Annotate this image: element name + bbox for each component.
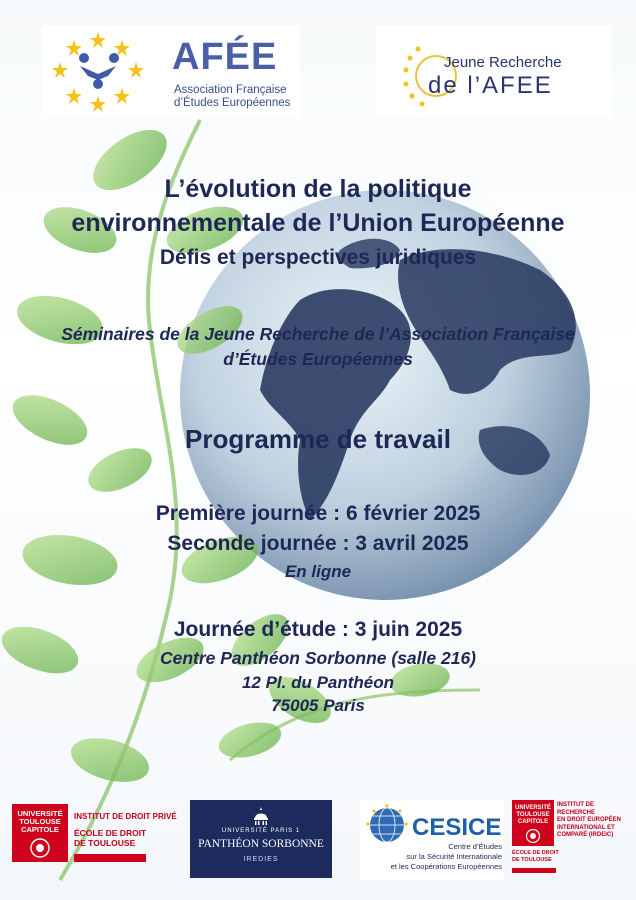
ecole1-line2: DE TOULOUSE	[74, 838, 136, 848]
afee-title: AFÉE	[172, 36, 278, 78]
ps-top: UNIVERSITÉ PARIS 1	[221, 828, 301, 834]
ut-capitole-logo-2	[512, 800, 554, 846]
eu-stars-icon	[46, 28, 150, 116]
jr-line2: de l’AFEE	[428, 72, 553, 99]
series-line1: Séminaires de la Jeune Recherche de l’Association Française	[61, 324, 575, 344]
pantheon-dome-icon	[252, 806, 270, 826]
ut2-line2: TOULOUSE	[516, 812, 550, 818]
cesice-line3: et les Coopérations Européennes	[390, 862, 502, 871]
institut-droit-prive: INSTITUT DE DROIT PRIVÉ	[74, 812, 177, 821]
ecole-droit-toulouse	[74, 828, 146, 848]
venue: Centre Panthéon Sorbonne (salle 216)	[159, 648, 477, 668]
cesice-line2: sur la Sécurité Internationale	[406, 852, 502, 861]
city: 75005 Paris	[271, 696, 365, 715]
ps-unit: IREDIES	[243, 856, 279, 863]
ps-main: PANTHÉON SORBONNE	[198, 838, 324, 850]
afee-subtitle-line1: Association Française	[174, 84, 287, 96]
ut1-line3: CAPITOLE	[21, 825, 59, 834]
ecole-droit-toulouse-2	[512, 850, 559, 864]
jr-line1: Jeune Recherche	[444, 54, 562, 71]
irdeic-line2: EN DROIT EUROPÉEN	[557, 817, 622, 823]
ut1-line2: TOULOUSE	[19, 817, 61, 826]
irdeic-line1: INSTITUT DE RECHERCHE	[557, 802, 596, 816]
programme-heading: Programme de travail	[185, 424, 451, 454]
ut2-line1: UNIVERSITÉ	[514, 805, 551, 811]
afee-subtitle	[174, 84, 290, 110]
day-one: Première journée : 6 février 2025	[155, 502, 481, 525]
poster-title	[0, 172, 636, 240]
cesice-subtitle	[378, 842, 502, 872]
seal-icon	[29, 837, 51, 859]
ut1-line1: UNIVERSITÉ	[17, 809, 63, 818]
address: 12 Pl. du Panthéon	[241, 673, 395, 692]
cesice-line1: Centre d’Études	[448, 842, 502, 851]
title-line2: environnementale de l’Union Européenne	[71, 209, 565, 237]
irdeic-line4: COMPARÉ (IRDEIC)	[557, 832, 614, 838]
pantheon-sorbonne-logo	[190, 800, 332, 878]
day-two: Seconde journée : 3 avril 2025	[167, 532, 469, 555]
title-line1: L’évolution de la politique	[164, 175, 472, 203]
online-note: En ligne	[284, 562, 352, 581]
study-day: Journée d’étude : 3 juin 2025	[173, 618, 463, 641]
ecole1-line1: ÉCOLE DE DROIT	[74, 828, 147, 838]
cesice-logo	[360, 800, 504, 880]
seal-icon-2	[525, 828, 541, 844]
poster-subtitle: Défis et perspectives juridiques	[159, 246, 477, 269]
series-line2: d’Études Européennes	[223, 349, 413, 369]
red-bar-2	[512, 868, 556, 873]
red-bar	[74, 854, 146, 862]
irdeic	[557, 802, 633, 840]
cesice-name: CESICE	[412, 814, 502, 841]
ecole2-line1: ÉCOLE DE DROIT	[512, 850, 559, 856]
cesice-globe-icon	[366, 804, 408, 846]
ut-capitole-logo	[12, 804, 68, 862]
ut2-line3: CAPITOLE	[517, 819, 549, 825]
irdeic-line3: INTERNATIONAL ET	[557, 824, 615, 831]
partner-logos	[0, 790, 636, 900]
seminar-series	[0, 322, 636, 372]
afee-subtitle-line2: d’Études Européennes	[174, 97, 291, 109]
ecole2-line2: DE TOULOUSE	[512, 857, 552, 863]
jeune-recherche-logo	[376, 26, 612, 118]
afee-logo	[42, 26, 300, 118]
